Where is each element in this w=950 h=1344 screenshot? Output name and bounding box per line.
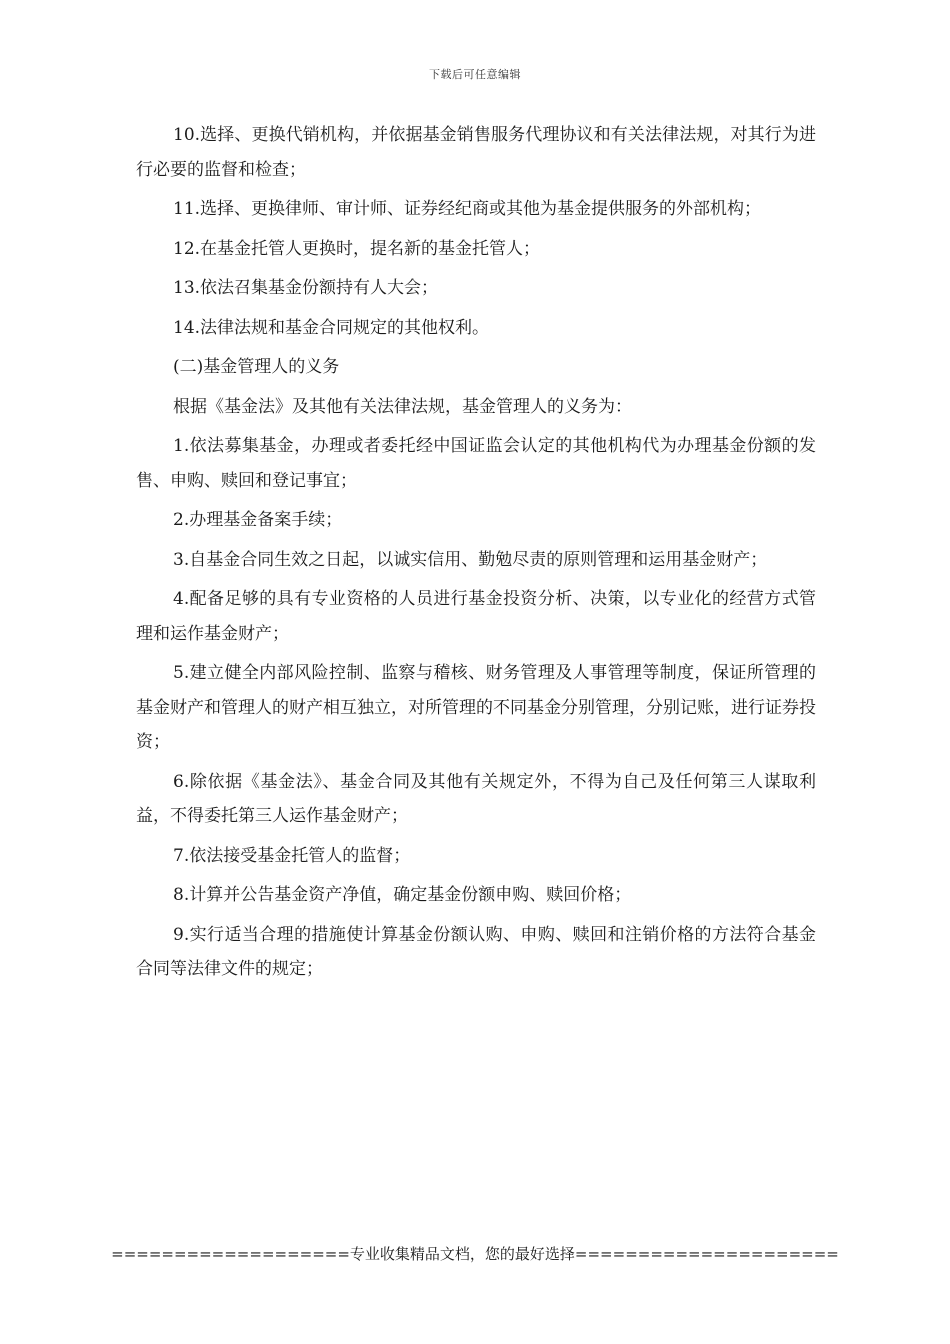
paragraph-obligation-6: 6.除依据《基金法》、基金合同及其他有关规定外，不得为自己及任何第三人谋取利益，不得委托第三人运作基金财产； [136, 771, 816, 826]
paragraph-obligation-1: 1.依法募集基金，办理或者委托经中国证监会认定的其他机构代为办理基金份额的发售、申购、赎回和登记事宜； [136, 436, 816, 491]
paragraph-obligation-2: 2.办理基金备案手续； [173, 510, 343, 530]
paragraph-obligation-4: 4.配备足够的具有专业资格的人员进行基金投资分析、决策，以专业化的经营方式管理和运作基金财产； [136, 589, 816, 644]
paragraph-obligation-5: 5.建立健全内部风险控制、监察与稽核、财务管理及人事管理等制度，保证所管理的基金财产和管理人的财产相互独立，对所管理的不同基金分别管理，分别记账，进行证券投资； [136, 663, 816, 752]
document-body [136, 118, 816, 992]
paragraph-intro: 根据《基金法》及其他有关法律法规，基金管理人的义务为： [173, 396, 632, 417]
paragraph-item-14: 14.法律法规和基金合同规定的其他权利。 [173, 317, 490, 338]
page-header-note: 下载后可任意编辑 [429, 68, 521, 81]
paragraph-obligation-7: 7.依法接受基金托管人的监督； [173, 845, 411, 866]
page-footer-note: ===================专业收集精品文档，您的最好选择===================== [111, 1245, 839, 1263]
paragraph-item-11: 11.选择、更换律师、审计师、证券经纪商或其他为基金提供服务的外部机构； [173, 199, 762, 219]
paragraph-item-13: 13.依法召集基金份额持有人大会； [173, 278, 439, 298]
paragraph-obligation-9: 9.实行适当合理的措施使计算基金份额认购、申购、赎回和注销价格的方法符合基金合同等法律文件的规定； [136, 924, 816, 979]
paragraph-obligation-8: 8.计算并公告基金资产净值，确定基金份额申购、赎回价格； [173, 885, 632, 905]
paragraph-item-12: 12.在基金托管人更换时，提名新的基金托管人； [173, 238, 541, 259]
paragraph-item-10: 10.选择、更换代销机构，并依据基金销售服务代理协议和有关法律法规，对其行为进行必要的监督和检查； [136, 125, 816, 180]
section-heading-obligations: (二)基金管理人的义务 [173, 357, 340, 377]
paragraph-obligation-3: 3.自基金合同生效之日起，以诚实信用、勤勉尽责的原则管理和运用基金财产； [173, 549, 768, 570]
